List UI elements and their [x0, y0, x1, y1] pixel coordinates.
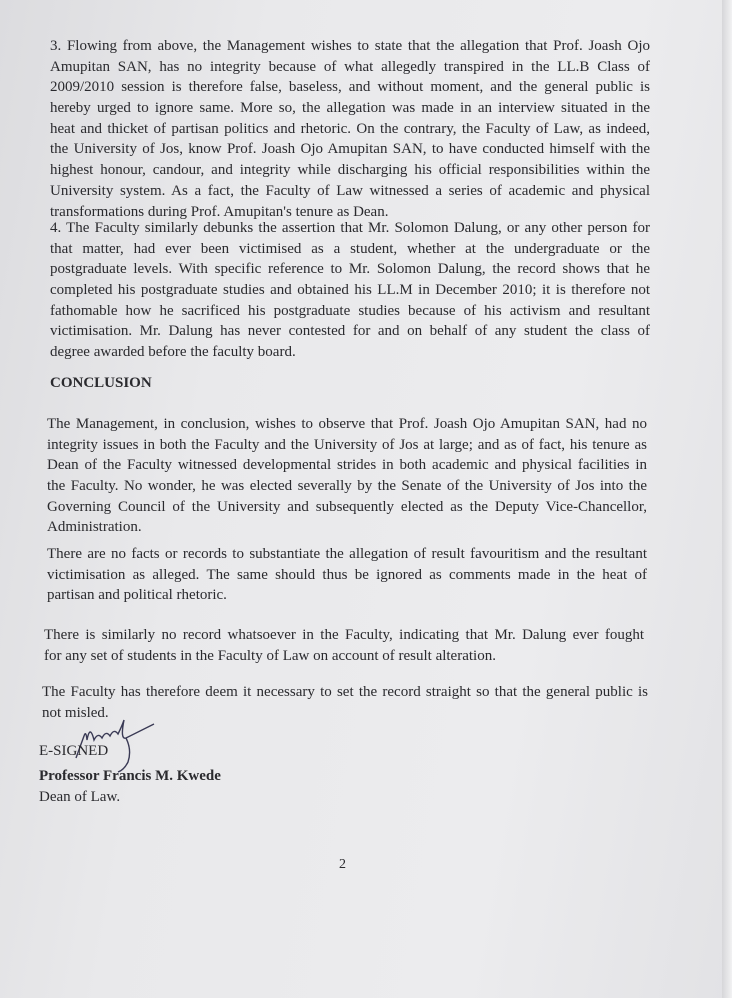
text-line: integrity issues in both the Faculty and the University of Jos at large; and as of fact, his tenure as	[47, 436, 647, 453]
text-line: heat and thicket of partisan politics and rhetoric. On the contrary, the Faculty of Law, as indeed,	[50, 120, 650, 137]
text-line: highest honour, candour, and integrity while discharging his official responsibilities within the	[50, 162, 650, 179]
text-line: victimisation. Mr. Dalung has never contested for and on behalf of any student the class of	[50, 323, 650, 340]
signatory-name: Professor Francis M. Kwede	[39, 768, 221, 784]
text-line: hereby urged to ignore same. More so, the allegation was made in an interview situated in the	[50, 100, 650, 117]
conclusion-paragraph-2	[47, 544, 647, 606]
text-line: Governing Council of the University and subsequently elected as the Deputy Vice-Chancellor,	[47, 498, 647, 515]
text-line: University system. As a fact, the Faculty of Law witnessed a series of academic and physical	[50, 182, 650, 199]
text-line: The Management, in conclusion, wishes to observe that Prof. Joash Ojo Amupitan SAN, had no	[47, 416, 647, 432]
signatory-title: Dean of Law.	[39, 789, 121, 805]
conclusion-paragraph-3	[44, 625, 644, 666]
text-line: Dean of the Faculty witnessed developmental strides in both academic and physical facilities in	[47, 457, 647, 474]
text-line: There is similarly no record whatsoever in the Faculty, indicating that Mr. Dalung ever fought	[44, 627, 644, 643]
text-line: victimisation as alleged. The same should thus be ignored as comments made in the heat of	[47, 566, 647, 583]
page-number: 2	[339, 857, 346, 872]
text-line: transformations during Prof. Amupitan's tenure as Dean.	[50, 203, 389, 220]
text-line: 2009/2010 session is therefore false, baseless, and without moment, and the general public is	[50, 79, 650, 96]
text-line: 4. The Faculty similarly debunks the assertion that Mr. Solomon Dalung, or any other person for	[50, 220, 650, 236]
text-line: postgraduate levels. With specific reference to Mr. Solomon Dalung, the record shows that he	[50, 261, 650, 278]
conclusion-paragraph-1	[47, 414, 647, 538]
text-line: completed his postgraduate studies and obtained his LL.M in December 2010; it is therefore not	[50, 282, 650, 299]
paragraph-3	[50, 36, 650, 222]
text-line: degree awarded before the faculty board.	[50, 344, 296, 361]
text-line: the University of Jos, know Prof. Joash Ojo Amupitan SAN, to have conducted himself with the	[50, 141, 650, 158]
paragraph-4	[50, 218, 650, 363]
text-line: fathomable how he sacrificed his postgraduate studies because of his activism and resultant	[50, 302, 650, 319]
text-line: There are no facts or records to substantiate the allegation of result favouritism and the resultant	[47, 546, 647, 562]
page-edge	[722, 0, 732, 998]
text-line: Amupitan SAN, has no integrity because of what allegedly transpired in the LL.B Class of	[50, 58, 650, 75]
text-line: 3. Flowing from above, the Management wishes to state that the allegation that Prof. Joash Ojo	[50, 38, 650, 54]
text-line: The Faculty has therefore deem it necessary to set the record straight so that the general public is	[42, 684, 648, 700]
conclusion-heading: CONCLUSION	[50, 375, 152, 391]
text-line: Administration.	[47, 519, 142, 536]
text-line: not misled.	[42, 704, 109, 721]
text-line: for any set of students in the Faculty of Law on account of result alteration.	[44, 647, 496, 664]
e-signed-label: E-SIGNED	[39, 743, 109, 759]
text-line: partisan and political rhetoric.	[47, 587, 227, 604]
text-line: the Faculty. No wonder, he was elected severally by the Senate of the University of Jos into the	[47, 478, 647, 495]
text-line: that matter, had ever been victimised as a student, whether at the undergraduate or the	[50, 240, 650, 257]
